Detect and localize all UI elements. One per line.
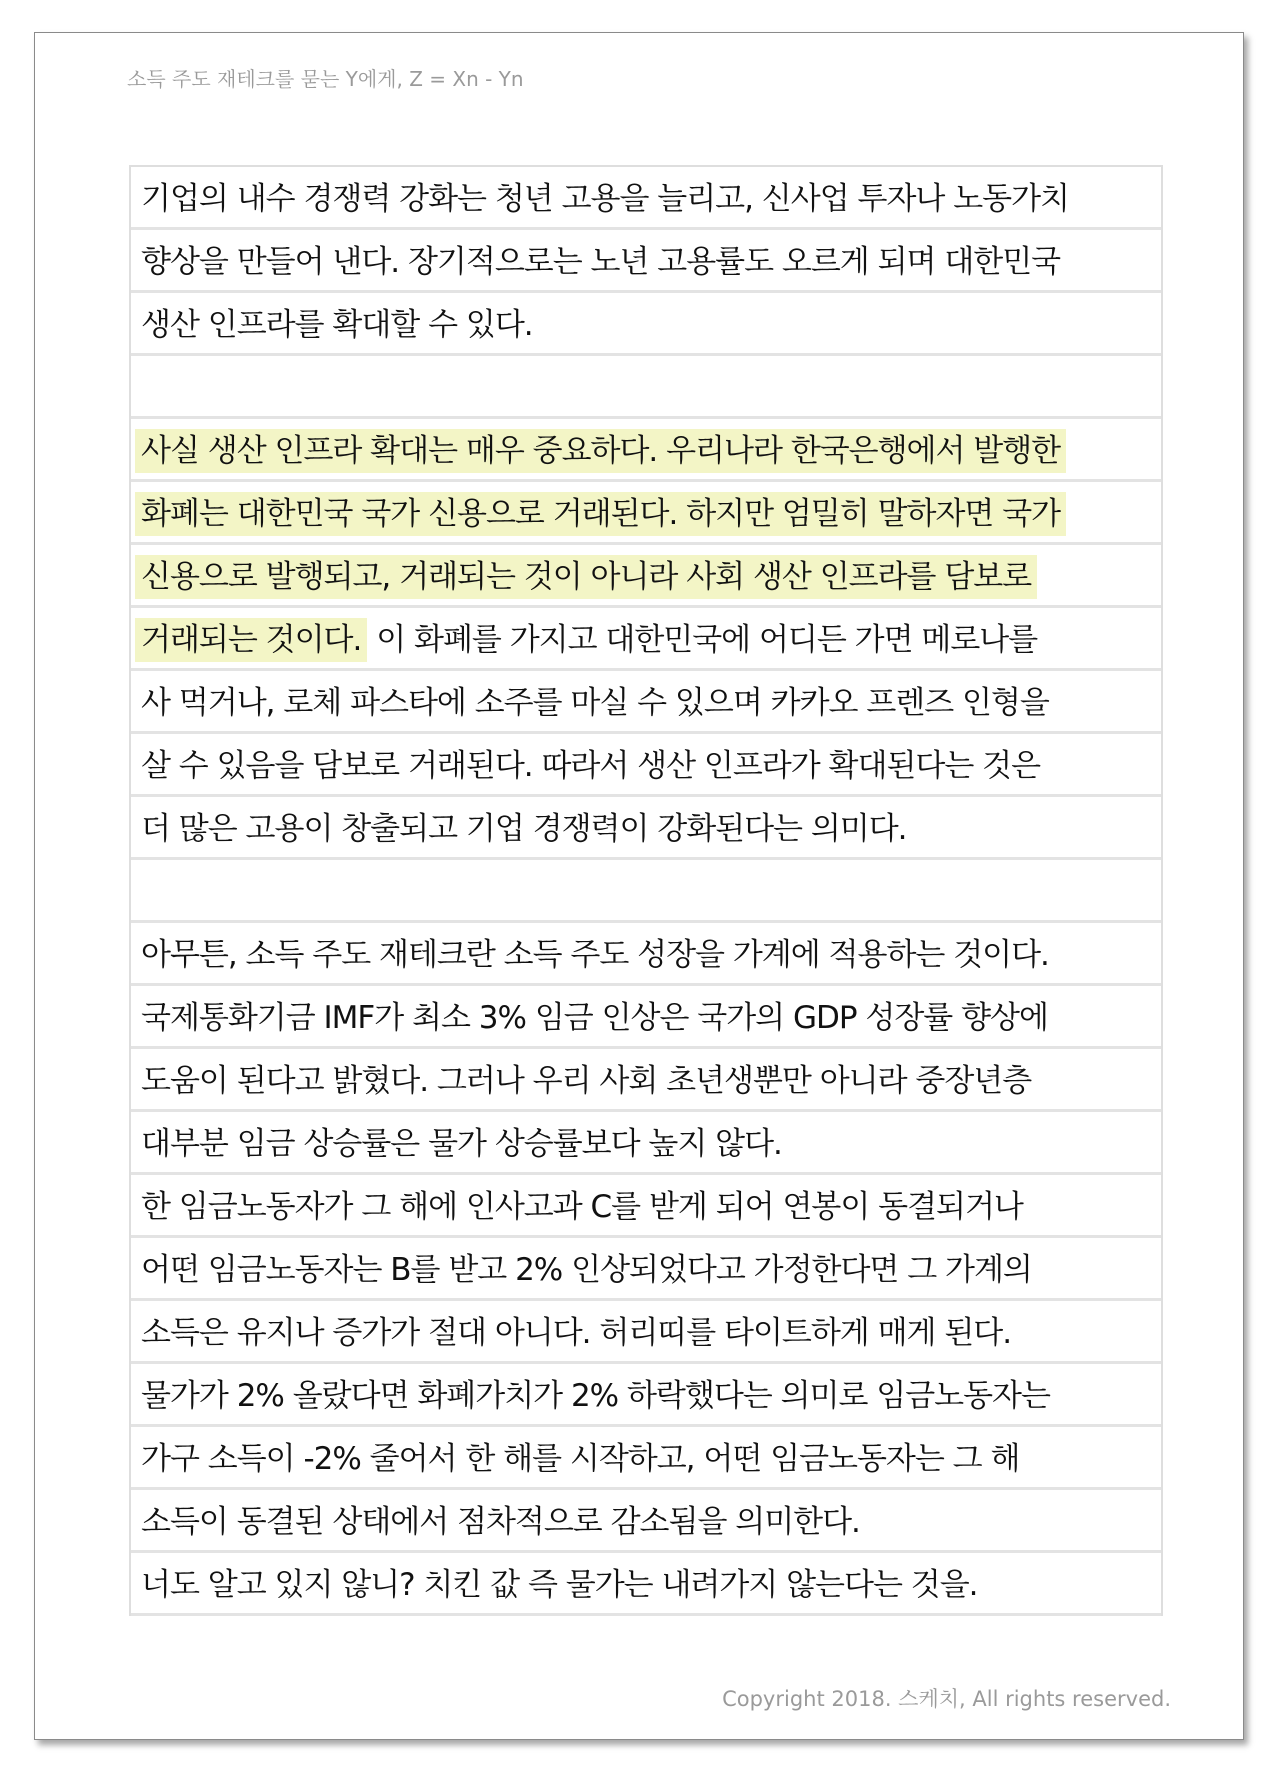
text-line [131,230,1161,293]
text-line [131,419,1161,482]
line-text: 기업의 내수 경쟁력 강화는 청년 고용을 늘리고, 신사업 투자나 노동가치 [141,181,1069,217]
text-line [131,671,1161,734]
line-text: 아무튼, 소득 주도 재테크란 소득 주도 성장을 가계에 적용하는 것이다. [141,937,1049,973]
text-line [131,482,1161,545]
line-text: 더 많은 고용이 창출되고 기업 경쟁력이 강화된다는 의미다. [141,811,907,847]
text-line [131,1238,1161,1301]
text-line [131,1364,1161,1427]
text-line [131,1301,1161,1364]
document-page [34,32,1244,1740]
highlighted-text: 신용으로 발행되고, 거래되는 것이 아니라 사회 생산 인프라를 담보로 [135,555,1037,599]
text-line [131,1553,1161,1616]
text-line [131,1175,1161,1238]
line-text: 물가가 2% 올랐다면 화폐가치가 2% 하락했다는 의미로 임금노동자는 [141,1378,1050,1414]
line-text: 사 먹거나, 로체 파스타에 소주를 마실 수 있으며 카카오 프렌즈 인형을 [141,685,1049,721]
text-line [131,923,1161,986]
line-text: 생산 인프라를 확대할 수 있다. [141,307,533,343]
text-line [131,167,1161,230]
text-line [131,1427,1161,1490]
text-line [131,797,1161,860]
text-line [131,293,1161,356]
copyright-footer: Copyright 2018. 스케치, All rights reserved. [722,1687,1171,1711]
line-text: 이 화폐를 가지고 대한민국에 어디든 가면 메로나를 [367,622,1038,658]
line-text: 대부분 임금 상승률은 물가 상승률보다 높지 않다. [141,1126,782,1162]
line-text: 소득이 동결된 상태에서 점차적으로 감소됨을 의미한다. [141,1504,860,1540]
line-text: 국제통화기금 IMF가 최소 3% 임금 인상은 국가의 GDP 성장률 향상에 [141,1000,1048,1036]
text-line [131,860,1161,923]
text-line [131,1049,1161,1112]
text-line [131,986,1161,1049]
ruled-text-area [129,165,1163,1616]
line-text: 너도 알고 있지 않니? 치킨 값 즉 물가는 내려가지 않는다는 것을. [141,1567,978,1603]
line-text: 가구 소득이 -2% 줄어서 한 해를 시작하고, 어떤 임금노동자는 그 해 [141,1441,1020,1477]
highlighted-text: 거래되는 것이다. [135,618,367,662]
highlighted-text: 화폐는 대한민국 국가 신용으로 거래된다. 하지만 엄밀히 말하자면 국가 [135,492,1066,536]
line-text: 도움이 된다고 밝혔다. 그러나 우리 사회 초년생뿐만 아니라 중장년층 [141,1063,1032,1099]
text-line [131,608,1161,671]
text-line [131,1112,1161,1175]
line-text: 살 수 있음을 담보로 거래된다. 따라서 생산 인프라가 확대된다는 것은 [141,748,1041,784]
text-line [131,545,1161,608]
line-text: 향상을 만들어 낸다. 장기적으로는 노년 고용률도 오르게 되며 대한민국 [141,244,1061,280]
line-text: 어떤 임금노동자는 B를 받고 2% 인상되었다고 가정한다면 그 가계의 [141,1252,1032,1288]
running-header: 소득 주도 재테크를 묻는 Y에게, Z = Xn - Yn [127,67,524,91]
line-text: 소득은 유지나 증가가 절대 아니다. 허리띠를 타이트하게 매게 된다. [141,1315,1012,1351]
text-line [131,356,1161,419]
text-line [131,1490,1161,1553]
text-line [131,734,1161,797]
line-text: 한 임금노동자가 그 해에 인사고과 C를 받게 되어 연봉이 동결되거나 [141,1189,1023,1225]
highlighted-text: 사실 생산 인프라 확대는 매우 중요하다. 우리나라 한국은행에서 발행한 [135,429,1066,473]
